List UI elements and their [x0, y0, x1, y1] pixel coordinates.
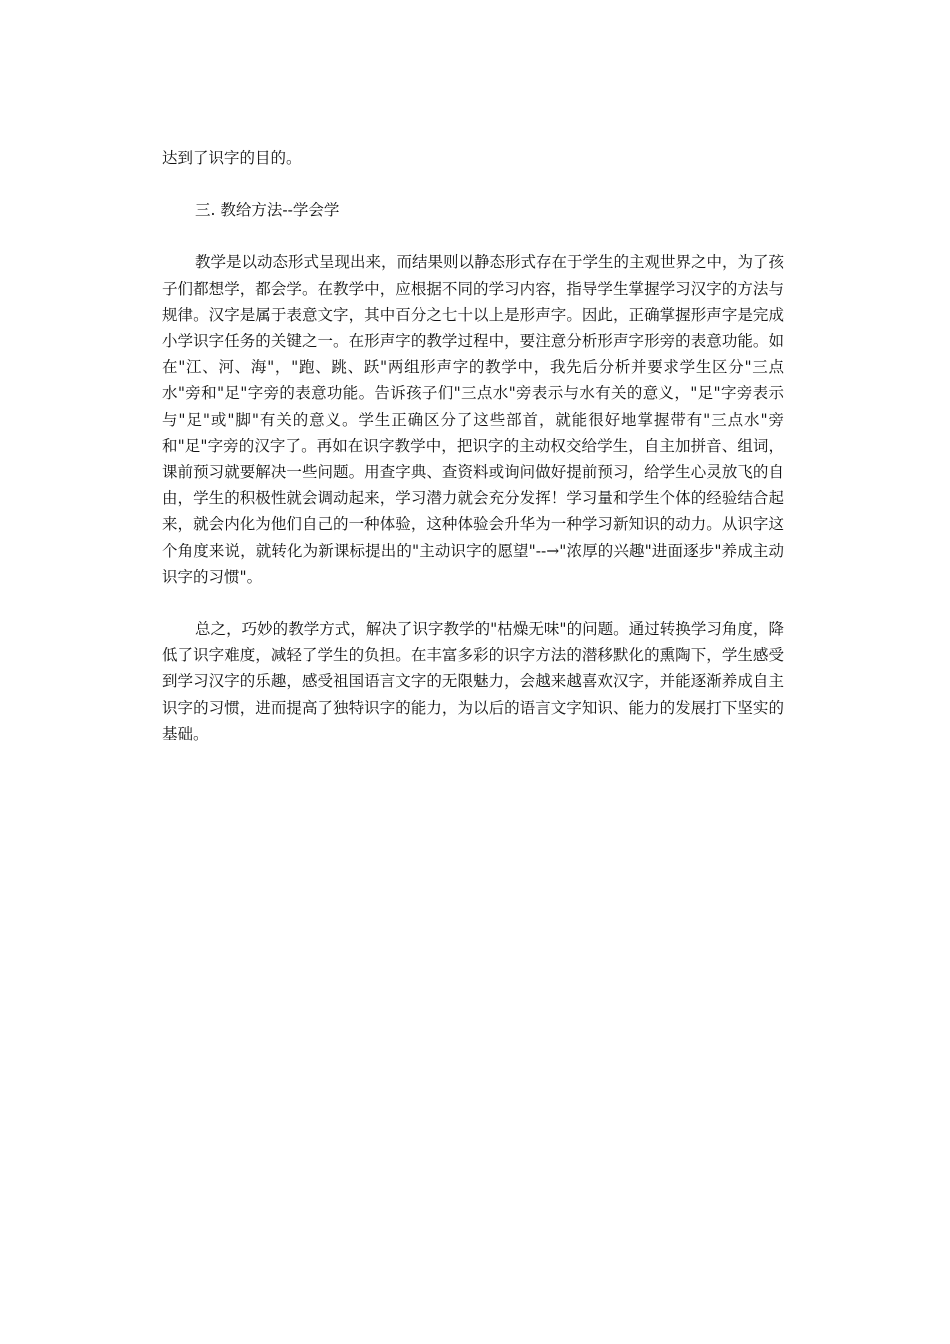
paragraph-teaching-methods: 教学是以动态形式呈现出来，而结果则以静态形式存在于学生的主观世界之中，为了孩子们都想学，都会学。在教学中，应根据不同的学习内容，指导学生掌握学习汉字的方法与规律。汉字是属于表意文字，其中百分之七十以上是形声字。因此，正确掌握形声字是完成小学识字任务的关键之一。在形声字的教学过程中，要注意分析形声字形旁的表意功能。如在"江、河、海"，"跑、跳、跃"两组形声字的教学中，我先后分析并要求学生区分"三点水"旁和"足"字旁的表意功能。告诉孩子们"三点水"旁表示与水有关的意义，"足"字旁表示与"足"或"脚"有关的意义。学生正确区分了这些部首，就能很好地掌握带有"三点水"旁和"足"字旁的汉字了。再如在识字教学中，把识字的主动权交给学生，自主加拼音、组词，课前预习就要解决一些问题。用查字典、查资料或询问做好提前预习，给学生心灵放飞的自由，学生的积极性就会调动起来，学习潜力就会充分发挥！学习量和学生个体的经验结合起来，就会内化为他们自己的一种体验，这种体验会升华为一种学习新知识的动力。从识字这个角度来说，就转化为新课标提出的"主动识字的愿望"--→"浓厚的兴趣"进面逐步"养成主动识字的习惯"。	[162, 253, 785, 586]
section-heading: 三. 教给方法--学会学	[195, 201, 340, 220]
continued-text: 达到了识字的目的。	[162, 149, 302, 167]
document-body	[162, 145, 784, 773]
paragraph-conclusion: 总之，巧妙的教学方式，解决了识字教学的"枯燥无味"的问题。通过转换学习角度，降低了识字难度，减轻了学生的负担。在丰富多彩的识字方法的潜移默化的熏陶下，学生感受到学习汉字的乐趣，感受祖国语言文字的无限魅力，会越来越喜欢汉字，并能逐渐养成自主识字的习惯，进而提高了独特识字的能力，为以后的语言文字知识、能力的发展打下坚实的基础。	[162, 620, 784, 743]
